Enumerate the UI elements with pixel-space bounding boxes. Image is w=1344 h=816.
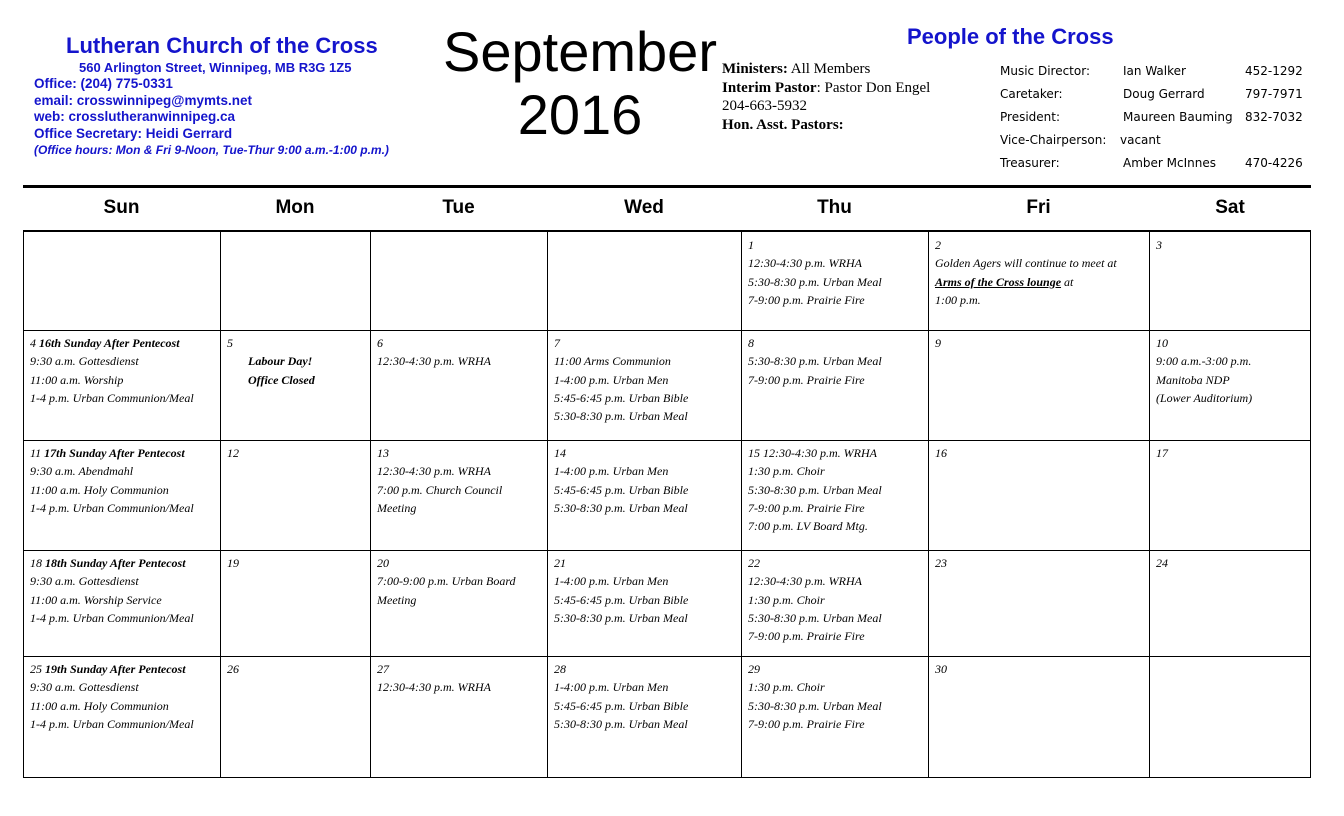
day-name-sun: Sun xyxy=(103,197,140,218)
church-name: Lutheran Church of the Cross xyxy=(66,33,378,58)
day-header-row xyxy=(23,188,1311,230)
staff-role: Caretaker: xyxy=(1000,87,1063,101)
staff-name: Amber McInnes xyxy=(1123,156,1216,170)
event-line: 7-9:00 p.m. Prairie Fire xyxy=(748,292,865,307)
event-line: 11:00 a.m. Worship Service xyxy=(30,592,162,607)
day-number: 10 xyxy=(1156,336,1168,350)
day-number: 9 xyxy=(935,336,941,350)
calendar-grid xyxy=(23,230,1311,778)
event-line: 5:45-6:45 p.m. Urban Bible xyxy=(554,482,689,497)
event-line: 1-4:00 p.m. Urban Men xyxy=(554,680,669,695)
event-line: 1-4:00 p.m. Urban Men xyxy=(554,464,669,479)
event-line: 7-9:00 p.m. Prairie Fire xyxy=(748,629,865,644)
event-line: 5:30-8:30 p.m. Urban Meal xyxy=(554,500,688,515)
event-line: Manitoba NDP xyxy=(1156,372,1230,387)
calendar-day-cell xyxy=(741,440,928,550)
day-name-mon: Mon xyxy=(275,197,315,218)
calendar-day-cell xyxy=(220,656,370,778)
event-line: 5:45-6:45 p.m. Urban Bible xyxy=(554,592,689,607)
day-number: 20 xyxy=(377,556,389,570)
event-line: 5:30-8:30 p.m. Urban Meal xyxy=(554,716,688,731)
event-line: 12:30-4:30 p.m. WRHA xyxy=(748,574,862,589)
day-number: 23 xyxy=(935,556,947,570)
day-number: 21 xyxy=(554,556,566,570)
day-number: 18 18th Sunday After Pentecost xyxy=(30,556,186,570)
event-line: 9:30 a.m. Gottesdienst xyxy=(30,680,139,695)
calendar-day-cell xyxy=(23,330,220,440)
pastor-phone: 204-663-5932 xyxy=(722,98,807,114)
staff-row xyxy=(1000,154,1310,177)
event-line: 12:30-4:30 p.m. WRHA xyxy=(377,680,491,695)
event-line: 1-4 p.m. Urban Communion/Meal xyxy=(30,390,194,405)
day-number: 6 xyxy=(377,336,383,350)
event-line: 1-4 p.m. Urban Communion/Meal xyxy=(30,500,194,515)
event-line: 7-9:00 p.m. Prairie Fire xyxy=(748,500,865,515)
staff-role: Treasurer: xyxy=(1000,156,1060,170)
calendar-day-cell xyxy=(547,550,741,656)
calendar-day-cell xyxy=(23,232,220,330)
calendar-day-cell xyxy=(928,232,1149,330)
event-line: 5:30-8:30 p.m. Urban Meal xyxy=(748,482,882,497)
day-number: 1 xyxy=(748,238,754,252)
event-line: 11:00 a.m. Holy Communion xyxy=(30,482,169,497)
event-line: 1-4:00 p.m. Urban Men xyxy=(554,372,669,387)
calendar-day-cell xyxy=(220,550,370,656)
event-line: Meeting xyxy=(377,500,417,515)
day-number: 5 xyxy=(227,336,233,350)
event-line: Golden Agers will continue to meet at xyxy=(935,256,1117,271)
day-number: 14 xyxy=(554,446,566,460)
calendar-day-cell xyxy=(1149,330,1311,440)
event-line: 5:30-8:30 p.m. Urban Meal xyxy=(554,409,688,424)
event-line: 1:30 p.m. Choir xyxy=(748,680,825,695)
day-name-wed: Wed xyxy=(624,197,664,218)
event-line: 12:30-4:30 p.m. WRHA xyxy=(748,256,862,271)
staff-list xyxy=(1000,62,1310,177)
month-year: 2016 xyxy=(517,83,643,146)
event-line: 5:30-8:30 p.m. Urban Meal xyxy=(748,354,882,369)
staff-role: Music Director: xyxy=(1000,64,1090,78)
calendar-day-cell xyxy=(1149,656,1311,778)
calendar-day-cell xyxy=(547,330,741,440)
month-name: September xyxy=(443,20,717,83)
staff-name: Doug Gerrard xyxy=(1123,87,1205,101)
calendar-day-cell xyxy=(1149,550,1311,656)
asst-pastors-line: Hon. Asst. Pastors: xyxy=(722,116,844,133)
calendar-day-cell xyxy=(370,550,547,656)
day-number: 28 xyxy=(554,662,566,676)
calendar-day-cell xyxy=(1149,440,1311,550)
event-line: 7:00 p.m. LV Board Mtg. xyxy=(748,519,868,534)
day-number: 25 19th Sunday After Pentecost xyxy=(30,662,186,676)
day-number: 12 xyxy=(227,446,239,460)
calendar-day-cell xyxy=(23,656,220,778)
staff-role: President: xyxy=(1000,110,1061,124)
event-line: 5:30-8:30 p.m. Urban Meal xyxy=(554,610,688,625)
staff-row xyxy=(1000,108,1310,131)
calendar-day-cell xyxy=(220,330,370,440)
staff-row xyxy=(1000,131,1310,154)
staff-name: Ian Walker xyxy=(1123,64,1186,78)
ministry-info xyxy=(722,60,930,134)
staff-name: Maureen Bauming xyxy=(1123,110,1233,124)
calendar-day-cell xyxy=(1149,232,1311,330)
day-number: 26 xyxy=(227,662,239,676)
event-line: 12:30-4:30 p.m. WRHA xyxy=(377,464,491,479)
staff-phone: 452-1292 xyxy=(1245,64,1303,78)
church-web: web: crosslutheranwinnipeg.ca xyxy=(34,109,236,124)
calendar-day-cell xyxy=(928,550,1149,656)
event-line: 7-9:00 p.m. Prairie Fire xyxy=(748,372,865,387)
event-line: 5:45-6:45 p.m. Urban Bible xyxy=(554,390,689,405)
event-line: 1:30 p.m. Choir xyxy=(748,464,825,479)
office-hours: (Office hours: Mon & Fri 9-Noon, Tue-Thur 9:00 a.m.-1:00 p.m.) xyxy=(34,143,389,157)
day-name-thu: Thu xyxy=(817,197,852,218)
event-line: 9:30 a.m. Gottesdienst xyxy=(30,574,139,589)
event-line: 5:30-8:30 p.m. Urban Meal xyxy=(748,274,882,289)
calendar-day-cell xyxy=(928,656,1149,778)
day-number: 15 12:30-4:30 p.m. WRHA xyxy=(748,446,877,460)
day-number: 4 16th Sunday After Pentecost xyxy=(30,336,180,350)
day-number: 19 xyxy=(227,556,239,570)
month-title xyxy=(440,20,720,146)
event-line: Meeting xyxy=(377,592,417,607)
event-line: 9:00 a.m.-3:00 p.m. xyxy=(1156,354,1252,369)
staff-role: Vice-Chairperson: xyxy=(1000,133,1107,147)
event-line: 11:00 Arms Communion xyxy=(554,354,671,369)
calendar-day-cell xyxy=(220,440,370,550)
calendar-day-cell xyxy=(23,440,220,550)
church-address: 560 Arlington Street, Winnipeg, MB R3G 1Z5 xyxy=(79,60,352,75)
people-title: People of the Cross xyxy=(907,24,1114,49)
event-line: 1-4 p.m. Urban Communion/Meal xyxy=(30,610,194,625)
interim-pastor-line: Interim Pastor: Pastor Don Engel xyxy=(722,79,931,96)
event-line: 12:30-4:30 p.m. WRHA xyxy=(377,354,491,369)
event-line: 9:30 a.m. Abendmahl xyxy=(30,464,134,479)
day-number: 8 xyxy=(748,336,754,350)
calendar-day-cell xyxy=(741,232,928,330)
calendar-day-cell xyxy=(370,232,547,330)
day-number: 11 17th Sunday After Pentecost xyxy=(30,446,185,460)
holiday-note: Office Closed xyxy=(248,372,315,387)
church-email: email: crosswinnipeg@mymts.net xyxy=(34,92,252,108)
calendar-day-cell xyxy=(370,656,547,778)
day-number: 16 xyxy=(935,446,947,460)
event-line: 11:00 a.m. Holy Communion xyxy=(30,698,169,713)
calendar-day-cell xyxy=(370,330,547,440)
staff-phone: 470-4226 xyxy=(1245,156,1303,170)
church-secretary: Office Secretary: Heidi Gerrard xyxy=(34,125,233,141)
event-line: 1-4 p.m. Urban Communion/Meal xyxy=(30,716,194,731)
holiday-note: Labour Day! xyxy=(248,354,313,369)
event-line: 7:00-9:00 p.m. Urban Board xyxy=(377,574,516,589)
event-line: 7:00 p.m. Church Council xyxy=(377,482,503,497)
event-line: 5:30-8:30 p.m. Urban Meal xyxy=(748,698,882,713)
ministers-line: Ministers: All Members xyxy=(722,61,871,77)
calendar-day-cell xyxy=(928,330,1149,440)
calendar-day-cell xyxy=(741,550,928,656)
event-line: 1:30 p.m. Choir xyxy=(748,592,825,607)
day-number: 7 xyxy=(554,336,560,350)
event-line: 5:45-6:45 p.m. Urban Bible xyxy=(554,698,689,713)
day-number: 29 xyxy=(748,662,760,676)
event-line: 7-9:00 p.m. Prairie Fire xyxy=(748,716,865,731)
event-line: 11:00 a.m. Worship xyxy=(30,372,124,387)
event-line: 9:30 a.m. Gottesdienst xyxy=(30,354,139,369)
staff-phone: 797-7971 xyxy=(1245,87,1303,101)
church-info xyxy=(34,32,454,158)
church-office-phone: Office: (204) 775-0331 xyxy=(34,76,173,91)
day-number: 2 xyxy=(935,238,941,252)
calendar-day-cell xyxy=(547,232,741,330)
staff-phone: 832-7032 xyxy=(1245,110,1303,124)
day-number: 17 xyxy=(1156,446,1168,460)
day-number: 30 xyxy=(935,662,947,676)
day-number: 22 xyxy=(748,556,760,570)
day-name-fri: Fri xyxy=(1026,197,1051,218)
day-number: 24 xyxy=(1156,556,1168,570)
event-line: 1-4:00 p.m. Urban Men xyxy=(554,574,669,589)
day-name-tue: Tue xyxy=(442,197,475,218)
day-number: 13 xyxy=(377,446,389,460)
calendar-day-cell xyxy=(741,656,928,778)
calendar-day-cell xyxy=(370,440,547,550)
calendar-day-cell xyxy=(741,330,928,440)
staff-row xyxy=(1000,62,1310,85)
calendar-day-cell xyxy=(220,232,370,330)
staff-row xyxy=(1000,85,1310,108)
day-number: 3 xyxy=(1156,238,1162,252)
day-name-sat: Sat xyxy=(1215,197,1245,218)
calendar-day-cell xyxy=(547,440,741,550)
calendar-day-cell xyxy=(547,656,741,778)
staff-name: vacant xyxy=(1120,133,1161,147)
calendar-day-cell xyxy=(23,550,220,656)
event-line: Arms of the Cross lounge at xyxy=(935,274,1074,289)
day-number: 27 xyxy=(377,662,389,676)
event-line: 1:00 p.m. xyxy=(935,292,981,307)
calendar-day-cell xyxy=(928,440,1149,550)
event-line: 5:30-8:30 p.m. Urban Meal xyxy=(748,610,882,625)
event-line: (Lower Auditorium) xyxy=(1156,390,1253,405)
